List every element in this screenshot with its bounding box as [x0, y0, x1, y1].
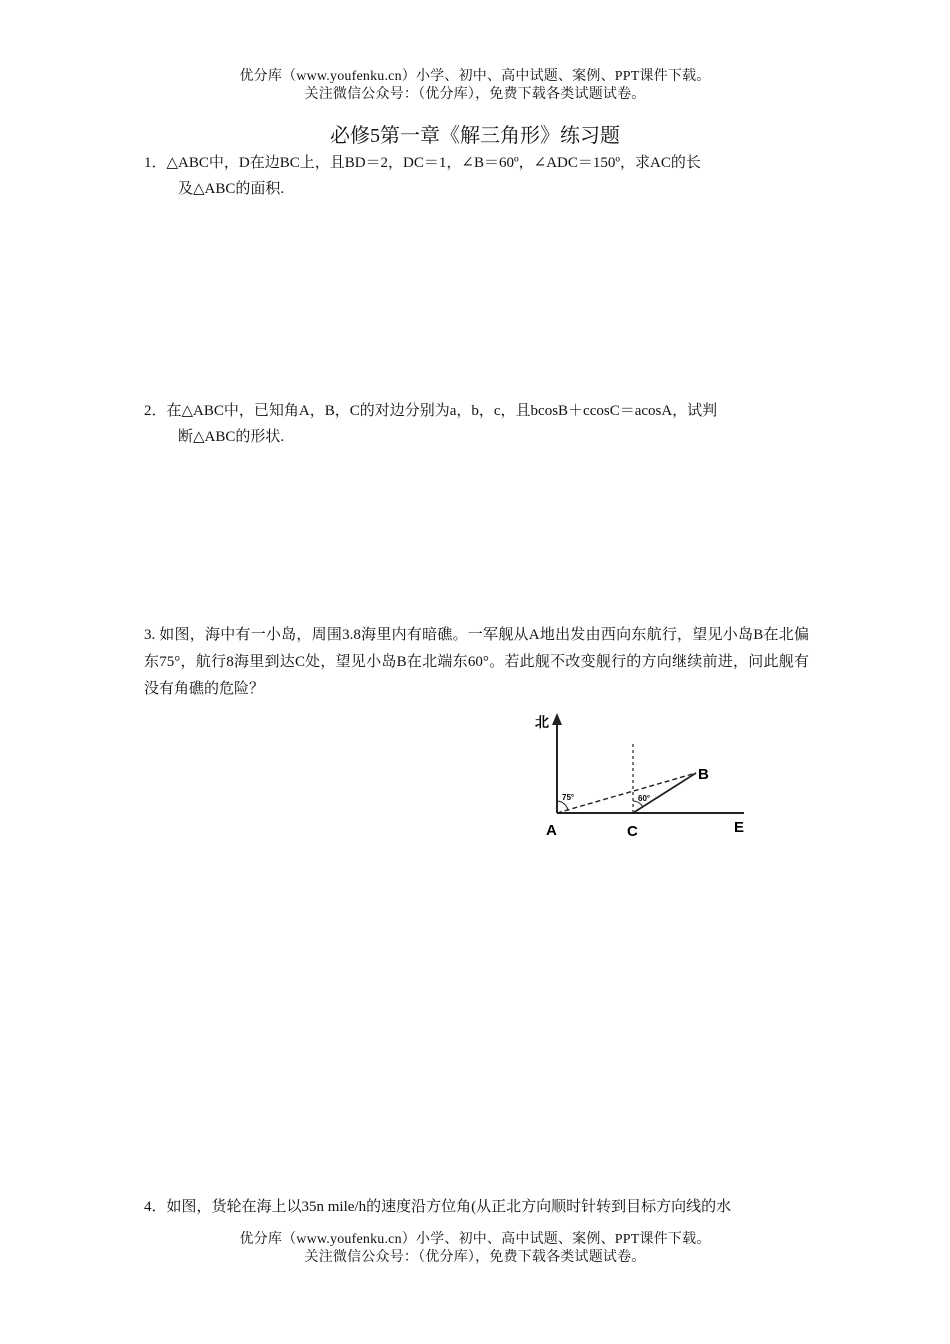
navigation-diagram — [530, 705, 760, 845]
angle-c-label: 60° — [638, 794, 651, 803]
point-a-label: A — [546, 822, 557, 839]
page-title: 必修5第一章《解三角形》练习题 — [330, 125, 620, 147]
question-1-line-1: 1．△ABC中，D在边BC上，且BD＝2，DC＝1，∠B＝60º，∠ADC＝150º，求AC的长 — [144, 155, 701, 171]
line-a-b — [557, 773, 696, 813]
north-arrow — [552, 713, 562, 725]
angle-arc-a — [557, 801, 568, 810]
angle-a-label: 75° — [562, 793, 575, 802]
question-2-line-2: 断△ABC的形状. — [178, 429, 285, 445]
footer-line-1: 优分库（www.youfenku.cn）小学、初中、高中试题、案例、PPT课件下载。 — [239, 1232, 711, 1247]
question-1-line-2: 及△ABC的面积. — [178, 181, 285, 197]
point-c-label: C — [627, 823, 638, 840]
point-e-label: E — [734, 819, 745, 836]
north-label: 北 — [535, 714, 549, 730]
question-4: 4．如图，货轮在海上以35n mile/h的速度沿方位角(从正北方向顺时针转到目标方向线的水 — [144, 1199, 732, 1215]
point-b-label: B — [698, 766, 709, 783]
question-2 — [144, 398, 809, 450]
question-3: 3. 如图，海中有一小岛，周围3.8海里内有暗礁。一军舰从A地出发由西向东航行，望见小岛B在北偏东75°，航行8海里到达C处，望见小岛B在北端东60°。若此舰不改变舰行的方向继续前进，问此舰有没有角礁的危险？ — [144, 627, 809, 697]
question-2-line-1: 2．在△ABC中，已知角A，B，C的对边分别为a，b，c，且bcosB＋ccosC＝acosA，试判 — [144, 403, 718, 419]
footer-line-2: 关注微信公众号：（优分库），免费下载各类试题试卷。 — [304, 1250, 646, 1265]
header-line-1: 优分库（www.youfenku.cn）小学、初中、高中试题、案例、PPT课件下载。 — [239, 69, 711, 84]
header-line-2: 关注微信公众号：（优分库），免费下载各类试题试卷。 — [304, 87, 646, 102]
question-1 — [144, 150, 809, 202]
